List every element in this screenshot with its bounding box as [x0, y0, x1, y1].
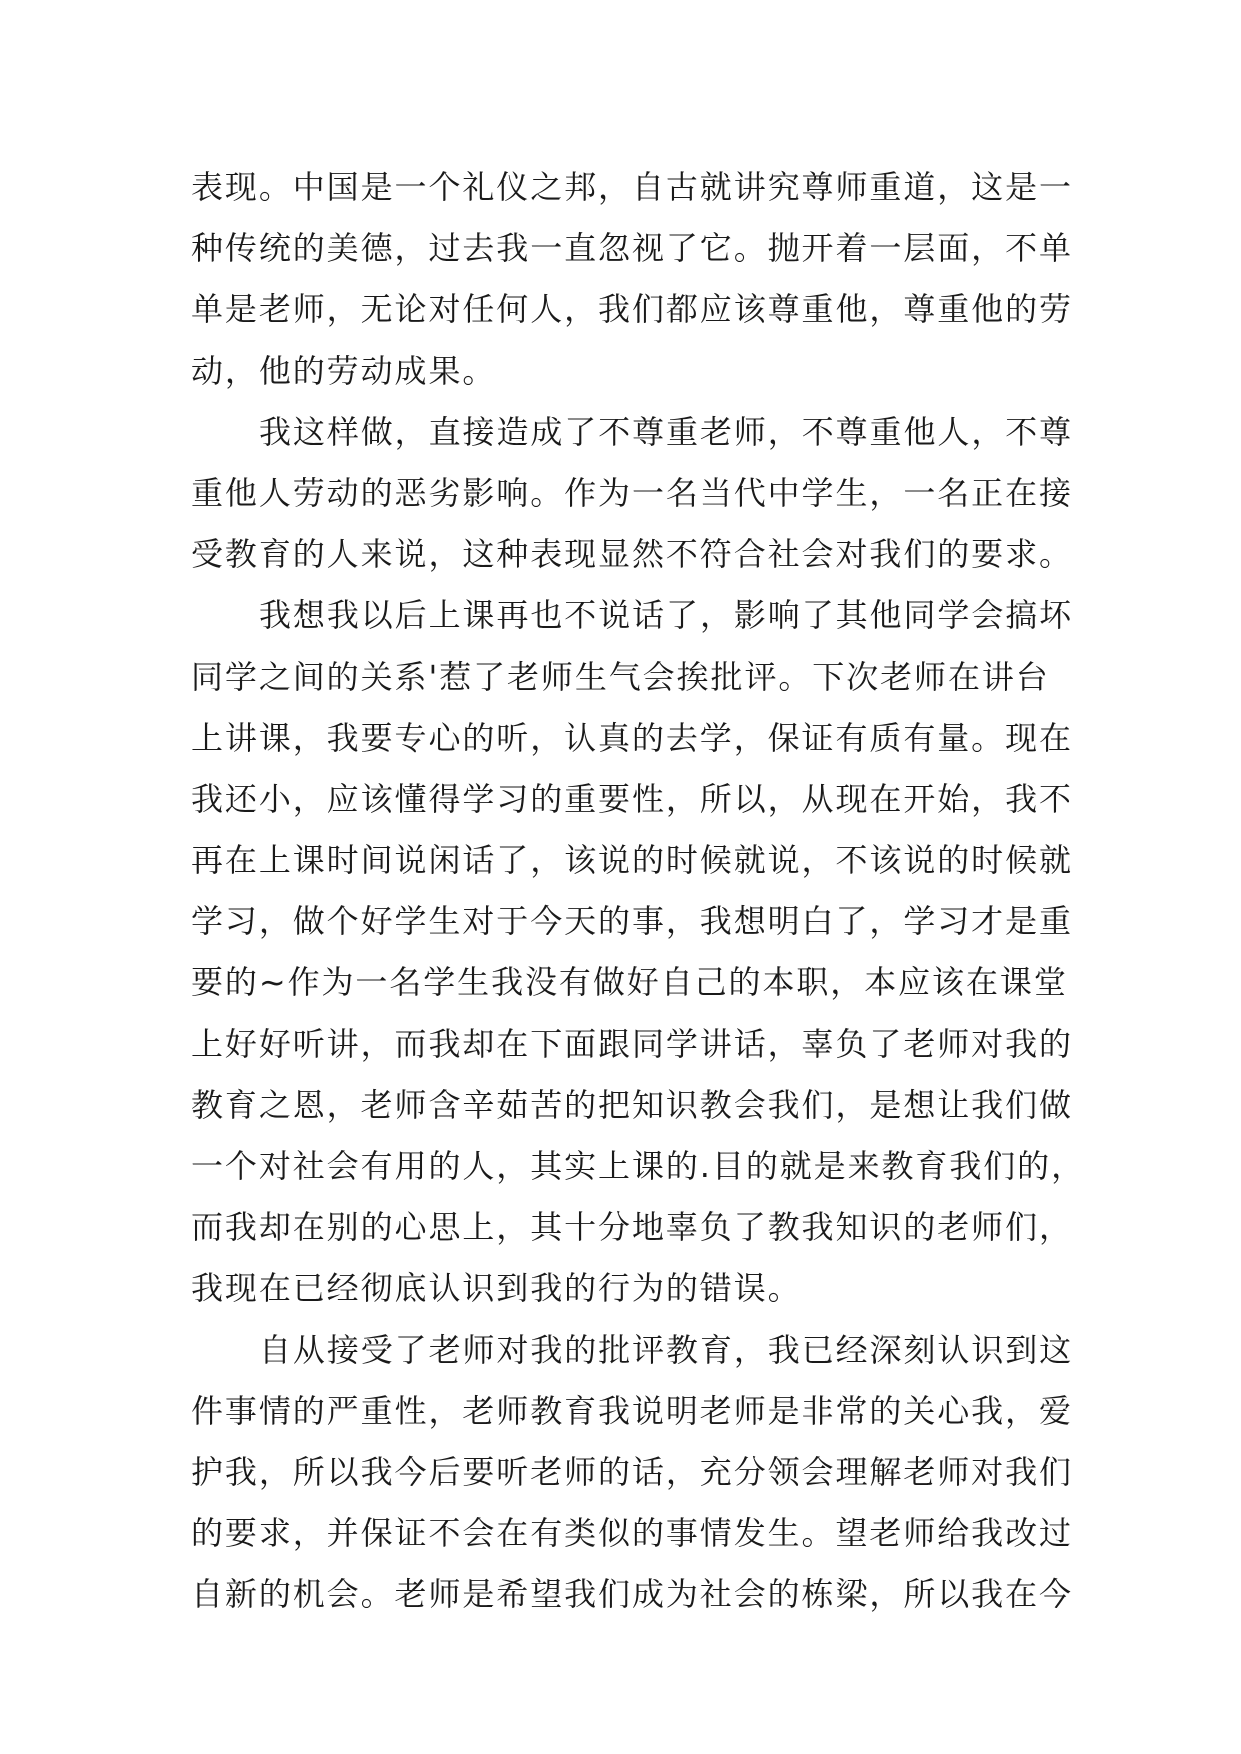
- text-line: 同学之间的关系'惹了老师生气会挨批评。下次老师在讲台: [191, 657, 1050, 696]
- text-line: 教育之恩，老师含辛茹苦的把知识教会我们，是想让我们做: [191, 1085, 1073, 1124]
- document-body: [191, 157, 1086, 1626]
- text-line: 护我，所以我今后要听老师的话，充分领会理解老师对我们: [191, 1452, 1073, 1491]
- text-line: 一个对社会有用的人，其实上课的.目的就是来教育我们的，: [191, 1147, 1086, 1185]
- text-line: 种传统的美德，过去我一直忽视了它。抛开着一层面，不单: [191, 229, 1073, 268]
- text-line: 要的~作为一名学生我没有做好自己的本职，本应该在课堂: [191, 963, 1068, 1002]
- paragraph-start-line: 我想我以后上课再也不说话了，影响了其他同学会搞坏: [259, 596, 1074, 635]
- text-line: 单是老师，无论对任何人，我们都应该尊重他，尊重他的劳: [191, 290, 1073, 329]
- text-line: 重他人劳动的恶劣影响。作为一名当代中学生，一名正在接: [191, 473, 1073, 512]
- text-line: 件事情的严重性，老师教育我说明老师是非常的关心我，爱: [191, 1391, 1073, 1430]
- paragraph-start-line: 自从接受了老师对我的批评教育，我已经深刻认识到这: [259, 1330, 1074, 1369]
- text-line: 而我却在别的心思上，其十分地辜负了教我知识的老师们，: [191, 1208, 1073, 1247]
- text-line: 动，他的劳动成果。: [191, 351, 497, 390]
- text-line: 受教育的人来说，这种表现显然不符合社会对我们的要求。: [191, 535, 1073, 574]
- text-line: 上讲课，我要专心的听，认真的去学，保证有质有量。现在: [191, 718, 1073, 757]
- text-line: 自新的机会。老师是希望我们成为社会的栋梁，所以我在今: [191, 1575, 1073, 1614]
- text-line: 的要求，并保证不会在有类似的事情发生。望老师给我改过: [191, 1514, 1073, 1553]
- paragraph-start-line: 我这样做，直接造成了不尊重老师，不尊重他人，不尊: [259, 412, 1074, 451]
- text-line: 上好好听讲，而我却在下面跟同学讲话，辜负了老师对我的: [191, 1024, 1073, 1063]
- text-line: 我还小，应该懂得学习的重要性，所以，从现在开始，我不: [191, 779, 1073, 818]
- text-line: 学习，做个好学生对于今天的事，我想明白了，学习才是重: [191, 902, 1073, 941]
- text-line: 我现在已经彻底认识到我的行为的错误。: [191, 1269, 802, 1308]
- text-line: 表现。中国是一个礼仪之邦，自古就讲究尊师重道，这是一: [191, 168, 1073, 206]
- text-line: 再在上课时间说闲话了，该说的时候就说，不该说的时候就: [191, 841, 1073, 880]
